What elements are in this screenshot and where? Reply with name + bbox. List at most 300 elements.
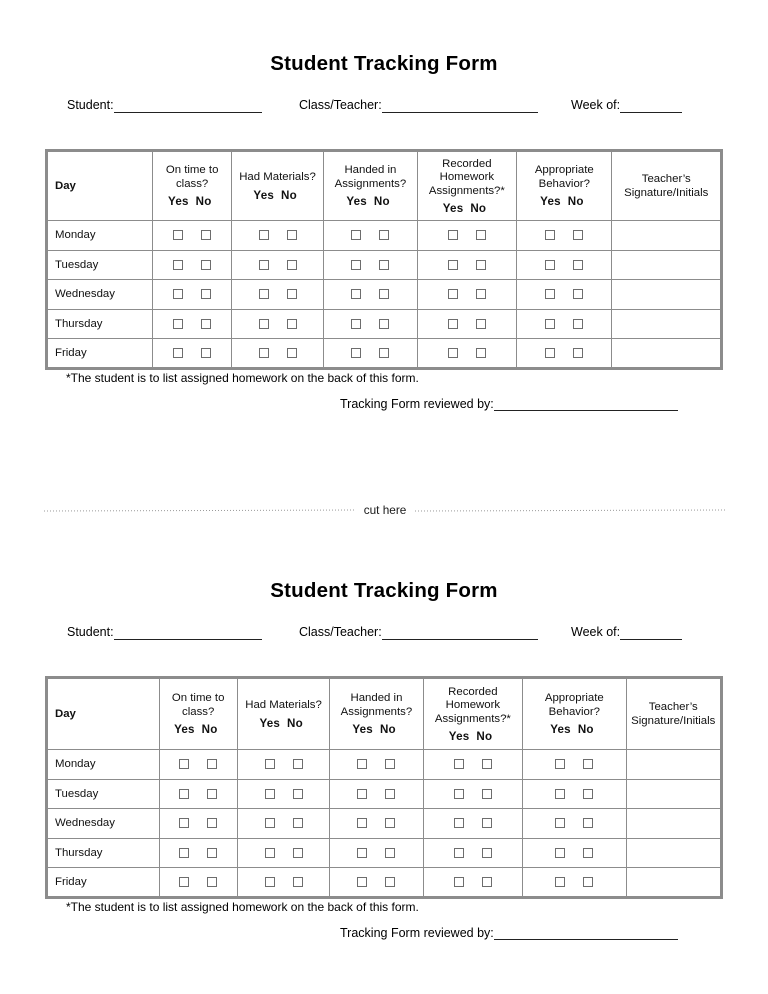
- checkbox-yes[interactable]: [179, 789, 189, 799]
- checkbox-yes[interactable]: [173, 348, 183, 358]
- checkbox-no[interactable]: [201, 319, 211, 329]
- checkbox-yes[interactable]: [545, 319, 555, 329]
- checkbox-pair: [324, 289, 416, 299]
- column-header-label: Recorded Homework Assignments?*: [434, 685, 511, 725]
- week-of-input[interactable]: [620, 99, 682, 113]
- checkbox-no[interactable]: [573, 230, 583, 240]
- checkbox-yes[interactable]: [259, 289, 269, 299]
- table-row: [47, 868, 722, 898]
- checkbox-cell: [330, 838, 423, 868]
- no-label: No: [577, 723, 594, 737]
- yes-no-subheader: [240, 717, 327, 730]
- footnote: *The student is to list assigned homework on the back of this form.: [66, 371, 419, 385]
- checkbox-pair: [238, 848, 329, 858]
- student-input-2[interactable]: [114, 626, 262, 640]
- checkbox-pair: [153, 348, 230, 358]
- signature-cell[interactable]: [612, 250, 722, 280]
- checkbox-no[interactable]: [583, 759, 593, 769]
- checkbox-cell: [517, 221, 612, 251]
- checkbox-pair: [418, 289, 516, 299]
- yes-no-subheader: [234, 189, 321, 202]
- day-name-cell: Monday: [47, 750, 160, 780]
- day-name-cell: Monday: [47, 221, 153, 251]
- checkbox-cell: [330, 868, 423, 898]
- reviewed-by-label-2: Tracking Form reviewed by:: [340, 926, 494, 940]
- checkbox-yes[interactable]: [448, 348, 458, 358]
- checkbox-yes[interactable]: [555, 877, 565, 887]
- checkbox-cell: [159, 750, 237, 780]
- column-header-label: Recorded Homework Assignments?*: [428, 157, 505, 197]
- column-header-label: Teacher’s Signature/Initials: [631, 701, 716, 727]
- checkbox-cell: [324, 339, 417, 369]
- checkbox-yes[interactable]: [179, 877, 189, 887]
- checkbox-no[interactable]: [201, 289, 211, 299]
- checkbox-cell: [231, 339, 323, 369]
- checkbox-pair: [418, 230, 516, 240]
- checkbox-yes[interactable]: [357, 818, 367, 828]
- no-label: No: [567, 195, 584, 209]
- page-title: Student Tracking Form: [270, 52, 498, 75]
- checkbox-cell: [417, 280, 516, 310]
- checkbox-yes[interactable]: [555, 818, 565, 828]
- day-name-cell: Wednesday: [47, 809, 160, 839]
- checkbox-no[interactable]: [385, 848, 395, 858]
- checkbox-yes[interactable]: [351, 260, 361, 270]
- column-header-day: Day: [47, 151, 153, 221]
- column-header-label: Handed in Assignments?: [340, 692, 413, 718]
- week-of-field-2[interactable]: [571, 624, 682, 640]
- signature-cell[interactable]: [612, 309, 722, 339]
- checkbox-no[interactable]: [201, 348, 211, 358]
- no-label: No: [476, 729, 493, 743]
- class-teacher-input[interactable]: [382, 99, 538, 113]
- checkbox-no[interactable]: [207, 759, 217, 769]
- checkbox-cell: [517, 339, 612, 369]
- checkbox-no[interactable]: [207, 789, 217, 799]
- checkbox-yes[interactable]: [545, 260, 555, 270]
- column-header: [159, 678, 237, 750]
- checkbox-cell: [324, 280, 417, 310]
- checkbox-no[interactable]: [482, 818, 492, 828]
- checkbox-cell: [517, 250, 612, 280]
- checkbox-pair: [160, 789, 237, 799]
- column-header: [330, 678, 423, 750]
- checkbox-yes[interactable]: [173, 319, 183, 329]
- checkbox-pair: [160, 759, 237, 769]
- checkbox-cell: [159, 838, 237, 868]
- checkbox-cell: [523, 838, 626, 868]
- day-name-cell: Friday: [47, 868, 160, 898]
- checkbox-pair: [238, 877, 329, 887]
- signature-cell[interactable]: [612, 280, 722, 310]
- student-field-2[interactable]: [67, 624, 262, 640]
- checkbox-no[interactable]: [379, 260, 389, 270]
- checkbox-yes[interactable]: [454, 848, 464, 858]
- student-label: Student:: [67, 98, 114, 112]
- checkbox-pair: [238, 789, 329, 799]
- checkbox-cell: [417, 309, 516, 339]
- checkbox-pair: [330, 789, 422, 799]
- checkbox-yes[interactable]: [357, 848, 367, 858]
- class-teacher-field[interactable]: [299, 97, 538, 113]
- checkbox-pair: [418, 319, 516, 329]
- checkbox-cell: [153, 250, 231, 280]
- column-header: [423, 678, 522, 750]
- yes-no-subheader: [426, 730, 520, 743]
- checkbox-cell: [159, 868, 237, 898]
- yes-label: Yes: [253, 188, 275, 202]
- checkbox-no[interactable]: [379, 230, 389, 240]
- checkbox-yes[interactable]: [265, 848, 275, 858]
- checkbox-cell: [417, 339, 516, 369]
- checkbox-pair: [153, 230, 230, 240]
- checkbox-yes[interactable]: [454, 818, 464, 828]
- checkbox-no[interactable]: [482, 848, 492, 858]
- checkbox-no[interactable]: [207, 877, 217, 887]
- checkbox-no[interactable]: [583, 789, 593, 799]
- checkbox-cell: [153, 221, 231, 251]
- checkbox-no[interactable]: [476, 230, 486, 240]
- checkbox-yes[interactable]: [454, 789, 464, 799]
- class-teacher-input-2[interactable]: [382, 626, 538, 640]
- checkbox-pair: [418, 348, 516, 358]
- checkbox-yes[interactable]: [545, 230, 555, 240]
- checkbox-no[interactable]: [482, 789, 492, 799]
- checkbox-pair: [232, 230, 323, 240]
- class-teacher-field-2[interactable]: [299, 624, 538, 640]
- checkbox-pair: [523, 759, 625, 769]
- checkbox-cell: [237, 838, 329, 868]
- reviewed-by-field[interactable]: [340, 397, 678, 411]
- yes-label: Yes: [352, 723, 373, 737]
- checkbox-no[interactable]: [287, 260, 297, 270]
- identity-line: [0, 97, 768, 119]
- checkbox-pair: [238, 818, 329, 828]
- checkbox-no[interactable]: [385, 789, 395, 799]
- day-name-cell: Tuesday: [47, 250, 153, 280]
- table-row: [47, 339, 722, 369]
- checkbox-yes[interactable]: [351, 319, 361, 329]
- checkbox-yes[interactable]: [555, 759, 565, 769]
- checkbox-pair: [232, 348, 323, 358]
- checkbox-yes[interactable]: [351, 348, 361, 358]
- cut-here-divider: [0, 500, 768, 520]
- student-field[interactable]: [67, 97, 262, 113]
- checkbox-pair: [324, 348, 416, 358]
- checkbox-no[interactable]: [476, 260, 486, 270]
- checkbox-cell: [417, 250, 516, 280]
- column-header: [417, 151, 516, 221]
- reviewed-by-field-2[interactable]: [340, 926, 678, 940]
- cut-here-label: cut here: [363, 503, 407, 517]
- no-label: No: [195, 195, 212, 209]
- footnote-2: *The student is to list assigned homework on the back of this form.: [66, 900, 419, 914]
- yes-label: Yes: [448, 729, 470, 743]
- column-header-label: On time to class?: [165, 164, 219, 190]
- checkbox-cell: [237, 868, 329, 898]
- checkbox-yes[interactable]: [173, 260, 183, 270]
- checkbox-pair: [424, 759, 522, 769]
- column-header: [612, 151, 722, 221]
- checkbox-yes[interactable]: [265, 759, 275, 769]
- checkbox-cell: [423, 868, 522, 898]
- checkbox-no[interactable]: [287, 348, 297, 358]
- table-row: [47, 250, 722, 280]
- checkbox-no[interactable]: [293, 759, 303, 769]
- checkbox-pair: [424, 818, 522, 828]
- checkbox-no[interactable]: [201, 260, 211, 270]
- checkbox-no[interactable]: [379, 289, 389, 299]
- checkbox-no[interactable]: [287, 319, 297, 329]
- checkbox-yes[interactable]: [555, 789, 565, 799]
- no-label: No: [373, 195, 390, 209]
- signature-cell[interactable]: [626, 809, 721, 839]
- yes-no-subheader: [420, 202, 514, 215]
- checkbox-no[interactable]: [573, 319, 583, 329]
- signature-cell[interactable]: [626, 750, 721, 780]
- checkbox-cell: [417, 221, 516, 251]
- checkbox-yes[interactable]: [351, 230, 361, 240]
- column-header: [626, 678, 721, 750]
- checkbox-pair: [424, 848, 522, 858]
- checkbox-cell: [159, 809, 237, 839]
- checkbox-no[interactable]: [482, 759, 492, 769]
- checkbox-cell: [237, 750, 329, 780]
- checkbox-no[interactable]: [476, 319, 486, 329]
- yes-label: Yes: [168, 195, 189, 209]
- checkbox-no[interactable]: [379, 348, 389, 358]
- week-of-input-2[interactable]: [620, 626, 682, 640]
- day-name-cell: Thursday: [47, 309, 153, 339]
- day-name-cell: Thursday: [47, 838, 160, 868]
- checkbox-no[interactable]: [385, 759, 395, 769]
- table-row: [47, 309, 722, 339]
- checkbox-no[interactable]: [573, 289, 583, 299]
- checkbox-cell: [330, 779, 423, 809]
- checkbox-cell: [231, 250, 323, 280]
- yes-label: Yes: [174, 723, 195, 737]
- table-header-row: [47, 151, 722, 221]
- yes-no-subheader: [332, 723, 420, 736]
- checkbox-no[interactable]: [293, 877, 303, 887]
- table-header-row: [47, 678, 722, 750]
- checkbox-no[interactable]: [583, 818, 593, 828]
- checkbox-pair: [517, 289, 611, 299]
- checkbox-pair: [517, 348, 611, 358]
- checkbox-pair: [238, 759, 329, 769]
- checkbox-pair: [517, 260, 611, 270]
- checkbox-yes[interactable]: [179, 759, 189, 769]
- day-name-cell: Tuesday: [47, 779, 160, 809]
- column-header-label: Appropriate Behavior?: [534, 164, 594, 190]
- checkbox-no[interactable]: [573, 260, 583, 270]
- checkbox-no[interactable]: [476, 348, 486, 358]
- checkbox-cell: [324, 250, 417, 280]
- checkbox-no[interactable]: [385, 877, 395, 887]
- day-name-cell: Friday: [47, 339, 153, 369]
- checkbox-pair: [330, 818, 422, 828]
- checkbox-yes[interactable]: [555, 848, 565, 858]
- day-name-cell: Wednesday: [47, 280, 153, 310]
- column-header-label: Handed in Assignments?: [334, 164, 407, 190]
- column-header-label: On time to class?: [171, 692, 225, 718]
- checkbox-no[interactable]: [207, 818, 217, 828]
- checkbox-cell: [423, 779, 522, 809]
- checkbox-yes[interactable]: [351, 289, 361, 299]
- checkbox-yes[interactable]: [259, 348, 269, 358]
- page-title-2: Student Tracking Form: [270, 579, 498, 602]
- checkbox-no[interactable]: [287, 289, 297, 299]
- checkbox-yes[interactable]: [448, 319, 458, 329]
- checkbox-cell: [159, 779, 237, 809]
- checkbox-cell: [330, 750, 423, 780]
- yes-label: Yes: [259, 716, 281, 730]
- checkbox-cell: [523, 809, 626, 839]
- student-label-2: Student:: [67, 625, 114, 639]
- yes-label: Yes: [550, 723, 571, 737]
- checkbox-pair: [324, 319, 416, 329]
- signature-cell[interactable]: [626, 779, 721, 809]
- checkbox-no[interactable]: [583, 877, 593, 887]
- yes-label: Yes: [346, 195, 367, 209]
- yes-no-subheader: [155, 195, 228, 208]
- week-of-field[interactable]: [571, 97, 682, 113]
- no-label: No: [201, 723, 218, 737]
- checkbox-cell: [517, 309, 612, 339]
- checkbox-yes[interactable]: [265, 877, 275, 887]
- no-label: No: [379, 723, 396, 737]
- table-row: [47, 779, 722, 809]
- checkbox-yes[interactable]: [545, 348, 555, 358]
- tracking-table-2: [45, 676, 723, 899]
- checkbox-no[interactable]: [287, 230, 297, 240]
- column-header-day: Day: [47, 678, 160, 750]
- checkbox-yes[interactable]: [179, 818, 189, 828]
- checkbox-pair: [232, 319, 323, 329]
- checkbox-cell: [324, 309, 417, 339]
- signature-cell[interactable]: [612, 221, 722, 251]
- reviewed-by-input[interactable]: [494, 397, 678, 411]
- checkbox-yes[interactable]: [173, 289, 183, 299]
- checkbox-pair: [160, 877, 237, 887]
- checkbox-cell: [153, 280, 231, 310]
- checkbox-pair: [523, 877, 625, 887]
- checkbox-yes[interactable]: [448, 289, 458, 299]
- checkbox-pair: [330, 759, 422, 769]
- checkbox-pair: [424, 877, 522, 887]
- checkbox-pair: [232, 289, 323, 299]
- checkbox-yes[interactable]: [454, 759, 464, 769]
- checkbox-yes[interactable]: [357, 759, 367, 769]
- checkbox-no[interactable]: [293, 848, 303, 858]
- checkbox-no[interactable]: [583, 848, 593, 858]
- checkbox-pair: [324, 260, 416, 270]
- checkbox-yes[interactable]: [448, 260, 458, 270]
- week-of-label: Week of:: [571, 98, 621, 112]
- checkbox-yes[interactable]: [454, 877, 464, 887]
- column-header-label: Appropriate Behavior?: [544, 692, 604, 718]
- checkbox-no[interactable]: [293, 789, 303, 799]
- checkbox-cell: [523, 868, 626, 898]
- checkbox-pair: [324, 230, 416, 240]
- column-header-label: Had Materials?: [245, 699, 322, 712]
- signature-cell[interactable]: [626, 838, 721, 868]
- checkbox-yes[interactable]: [179, 848, 189, 858]
- no-label: No: [287, 716, 303, 730]
- checkbox-yes[interactable]: [259, 230, 269, 240]
- checkbox-pair: [517, 230, 611, 240]
- checkbox-no[interactable]: [476, 289, 486, 299]
- checkbox-pair: [424, 789, 522, 799]
- checkbox-cell: [330, 809, 423, 839]
- week-of-label-2: Week of:: [571, 625, 621, 639]
- column-header-label: Teacher’s Signature/Initials: [624, 173, 709, 199]
- reviewed-by-label: Tracking Form reviewed by:: [340, 397, 494, 411]
- cut-line-left: [44, 509, 355, 511]
- checkbox-cell: [523, 779, 626, 809]
- column-header: [517, 151, 612, 221]
- checkbox-yes[interactable]: [357, 877, 367, 887]
- checkbox-no[interactable]: [573, 348, 583, 358]
- tracking-table: [45, 149, 723, 370]
- class-teacher-label: Class/Teacher:: [299, 98, 382, 112]
- checkbox-no[interactable]: [482, 877, 492, 887]
- checkbox-yes[interactable]: [545, 289, 555, 299]
- checkbox-yes[interactable]: [357, 789, 367, 799]
- checkbox-cell: [231, 280, 323, 310]
- checkbox-no[interactable]: [207, 848, 217, 858]
- checkbox-yes[interactable]: [265, 818, 275, 828]
- column-header-label: Had Materials?: [239, 171, 316, 184]
- checkbox-yes[interactable]: [259, 319, 269, 329]
- table-row: [47, 809, 722, 839]
- yes-no-subheader: [326, 195, 414, 208]
- no-label: No: [470, 201, 487, 215]
- checkbox-pair: [153, 260, 230, 270]
- table-row: [47, 280, 722, 310]
- yes-no-subheader: [525, 723, 623, 736]
- tracking-form-top: [0, 52, 768, 411]
- checkbox-pair: [153, 319, 230, 329]
- class-teacher-label-2: Class/Teacher:: [299, 625, 382, 639]
- table-row: [47, 750, 722, 780]
- checkbox-cell: [523, 750, 626, 780]
- checkbox-cell: [423, 838, 522, 868]
- checkbox-yes[interactable]: [259, 260, 269, 270]
- identity-line-2: [0, 624, 768, 646]
- checkbox-pair: [153, 289, 230, 299]
- tracking-form-bottom: [0, 579, 768, 940]
- signature-cell[interactable]: [612, 339, 722, 369]
- column-header: [523, 678, 626, 750]
- checkbox-yes[interactable]: [265, 789, 275, 799]
- checkbox-no[interactable]: [379, 319, 389, 329]
- checkbox-yes[interactable]: [448, 230, 458, 240]
- table-row: [47, 838, 722, 868]
- checkbox-cell: [237, 779, 329, 809]
- checkbox-yes[interactable]: [173, 230, 183, 240]
- signature-cell[interactable]: [626, 868, 721, 898]
- checkbox-pair: [517, 319, 611, 329]
- checkbox-pair: [523, 789, 625, 799]
- reviewed-by-input-2[interactable]: [494, 926, 678, 940]
- table-row: [47, 221, 722, 251]
- checkbox-no[interactable]: [385, 818, 395, 828]
- checkbox-no[interactable]: [201, 230, 211, 240]
- column-header: [231, 151, 323, 221]
- student-input[interactable]: [114, 99, 262, 113]
- checkbox-no[interactable]: [293, 818, 303, 828]
